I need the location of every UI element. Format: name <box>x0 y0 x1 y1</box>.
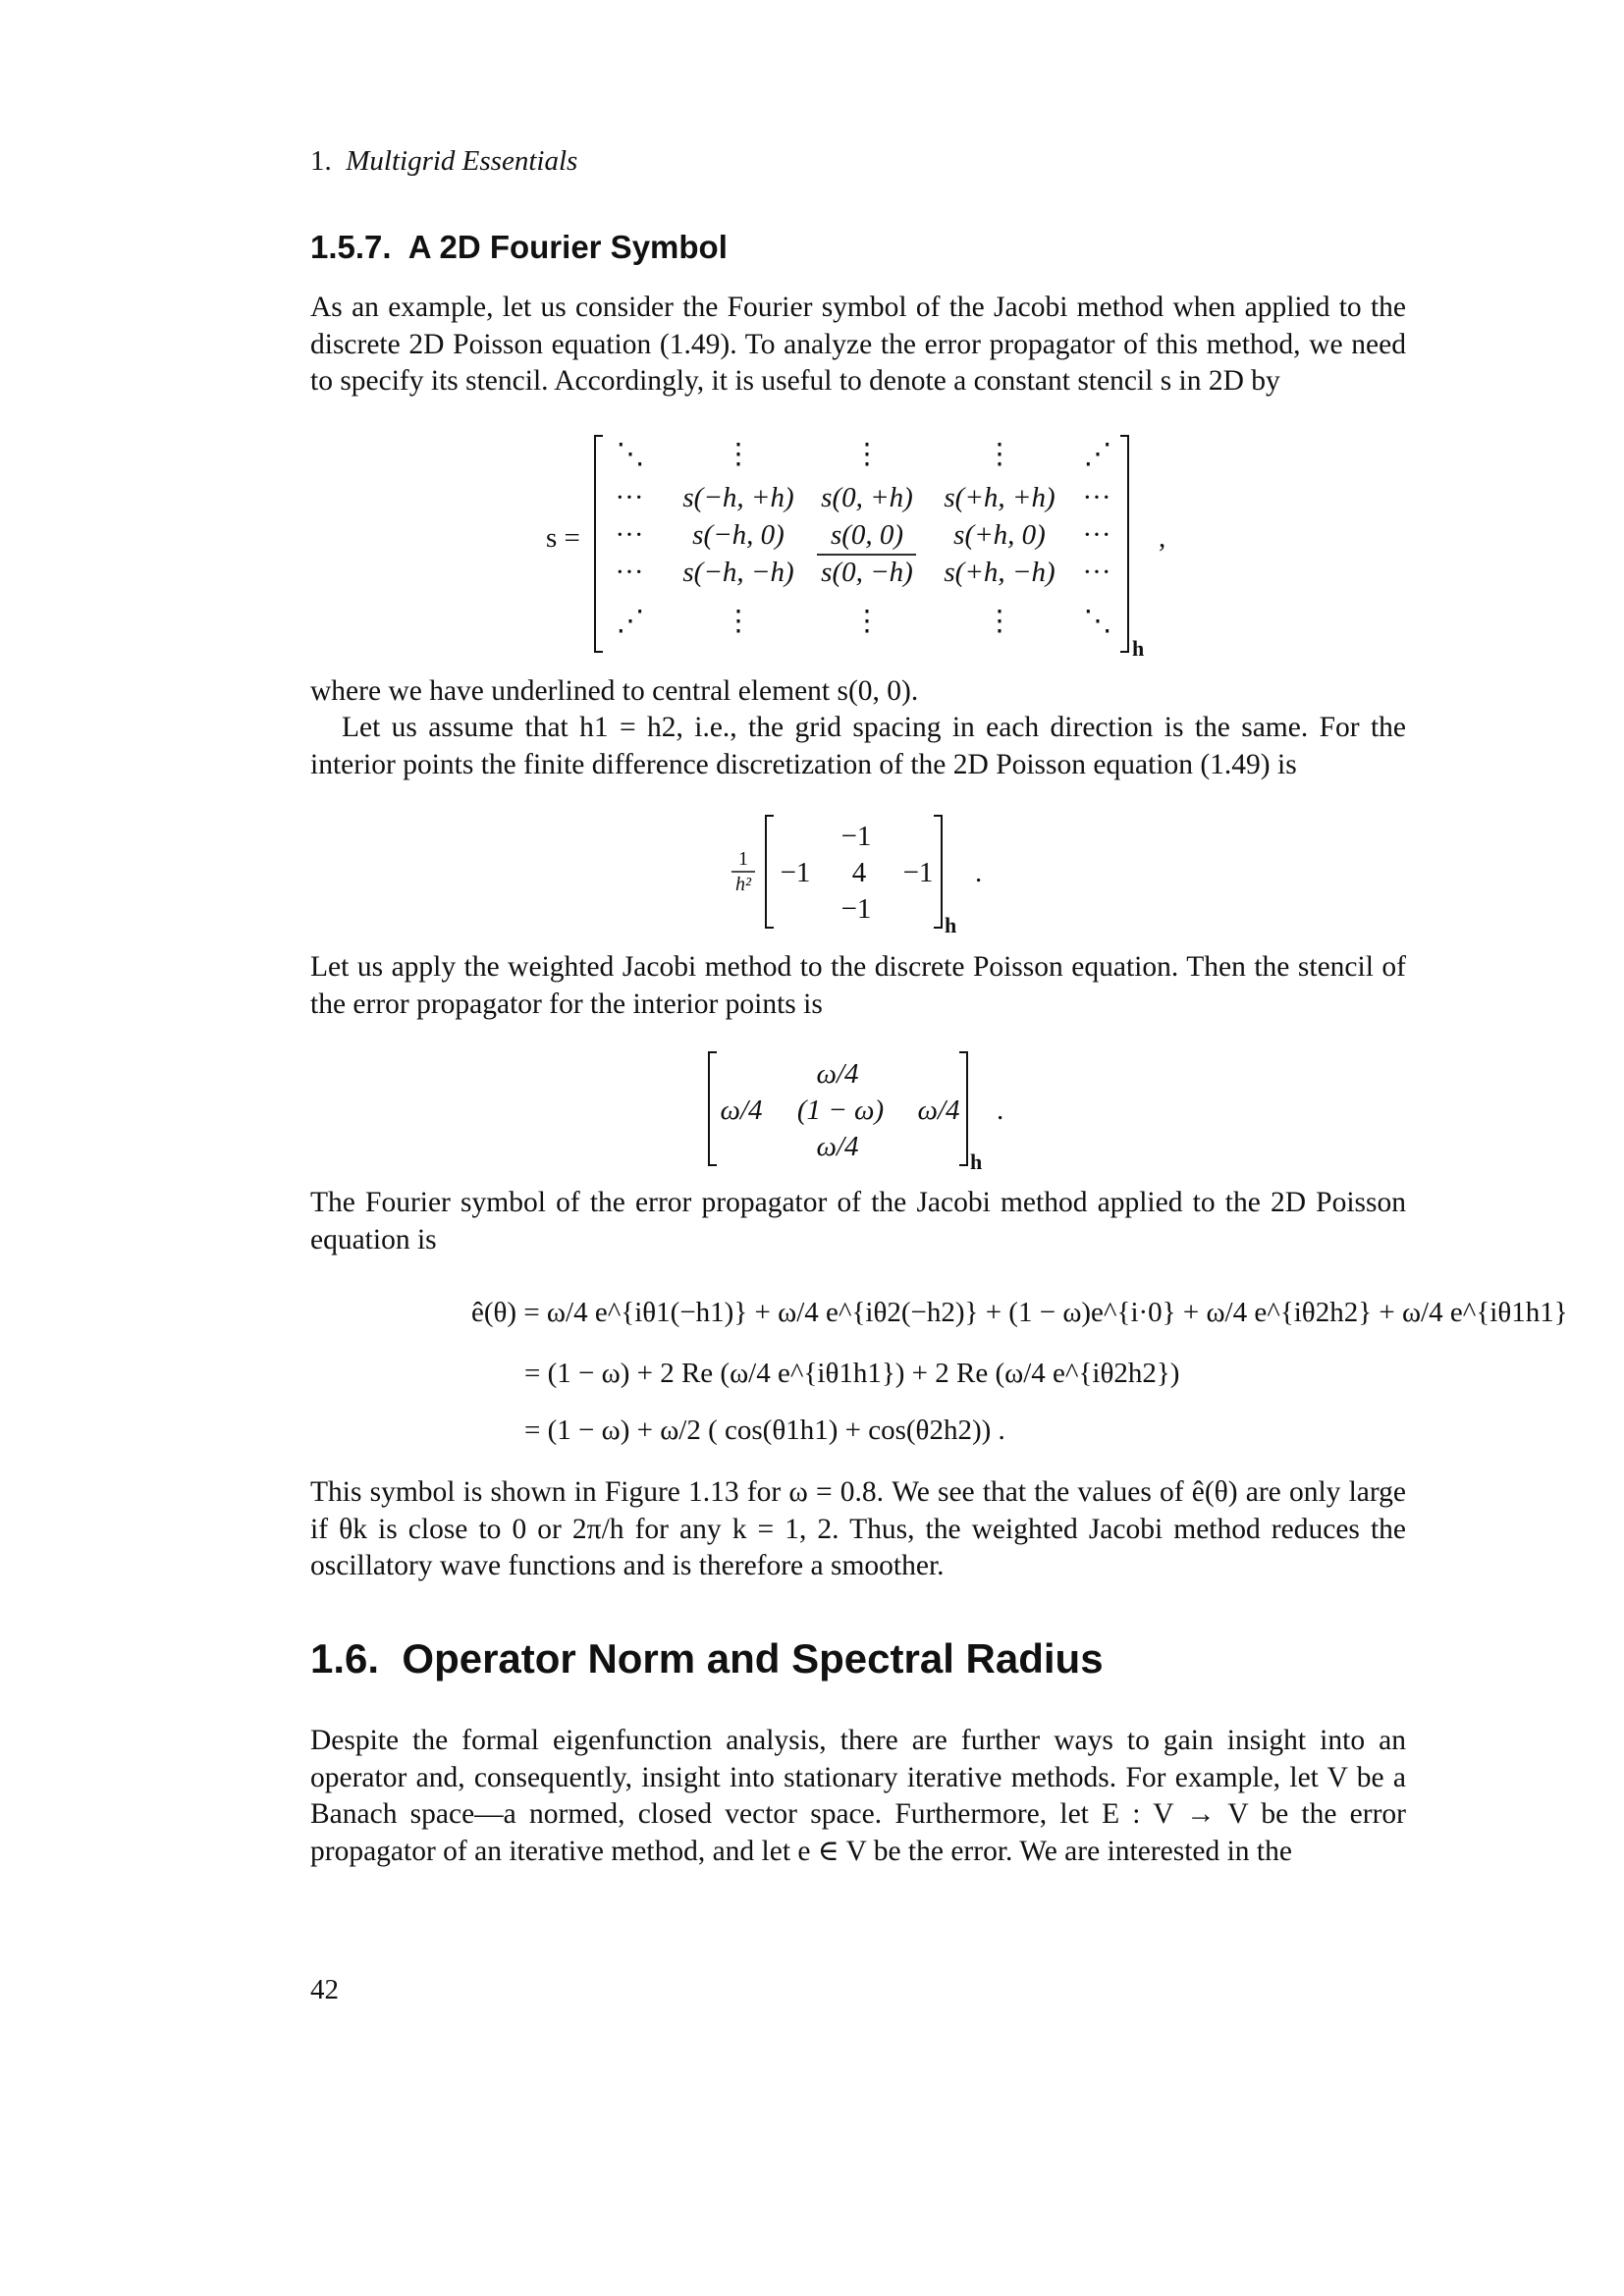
stencil-subscript: h <box>1132 636 1145 661</box>
running-head <box>310 145 577 178</box>
paragraph-fourier-symbol: The Fourier symbol of the error propagator of the Jacobi method applied to the 2D Poisson equation is <box>310 1187 1406 1255</box>
left-bracket <box>766 816 774 928</box>
paragraph-weighted-jacobi: Let us apply the weighted Jacobi method to the discrete Poisson equation. Then the stencil of the error propagator for the interior points is <box>310 951 1406 1020</box>
cell-r2-c4: ··· <box>1082 519 1111 551</box>
cell-r0-c4: ⋰ <box>1083 439 1112 470</box>
cell-r2-c3: s(+h, 0) <box>953 519 1046 551</box>
stencil-center: (1 − ω) <box>796 1095 885 1126</box>
stencil-trail: . <box>975 857 983 888</box>
cell-r2-c2: s(0, 0) <box>830 519 904 551</box>
cell-r3-c2: s(0, −h) <box>821 557 913 588</box>
cell-r1-c4: ··· <box>1082 482 1111 513</box>
cell-r4-c3: ⋮ <box>985 606 1014 637</box>
stencil-right: −1 <box>902 857 934 888</box>
right-bracket <box>934 816 942 928</box>
cell-r0-c2: ⋮ <box>852 439 882 470</box>
stencil-subscript: h <box>970 1149 983 1174</box>
symbol-line-2: = (1 − ω) + 2 Re (ω/4 e^{iθ1h1}) + 2 Re (ω/4 e^{iθ2h2}) <box>524 1358 1180 1389</box>
cell-r1-c0: ··· <box>615 482 644 513</box>
cell-r3-c0: ··· <box>615 557 644 588</box>
symbol-line-1: ê(θ) = ω/4 e^{iθ1(−h1)} + ω/4 e^{iθ2(−h2)} + (1 − ω)e^{i·0} + ω/4 e^{iθ2h2} + ω/4 e^{iθ1h1} <box>471 1297 1568 1328</box>
subsection-heading <box>310 229 728 266</box>
left-bracket <box>595 436 603 652</box>
stencil-bottom: −1 <box>840 893 872 925</box>
poisson-stencil <box>0 807 1624 944</box>
stencil-lhs: s = <box>546 522 580 554</box>
section-number: 1.6. <box>310 1635 380 1682</box>
stencil-bottom: ω/4 <box>816 1131 859 1162</box>
jacobi-stencil <box>0 1043 1624 1181</box>
right-bracket <box>1120 436 1128 652</box>
subsection-title: A 2D Fourier Symbol <box>407 229 728 265</box>
paragraph-grid-spacing: Let us assume that h1 = h2, i.e., the grid spacing in each direction is the same. For the interior points the finite difference discretization of the 2D Poisson equation (1.49) is <box>310 712 1406 780</box>
cell-r4-c0: ⋰ <box>616 606 645 637</box>
running-head-title: Multigrid Essentials <box>346 145 578 177</box>
cell-r4-c1: ⋮ <box>724 606 753 637</box>
section-heading <box>310 1635 1104 1682</box>
cell-r2-c0: ··· <box>615 519 644 551</box>
stencil-subscript: h <box>945 913 957 937</box>
right-bracket <box>959 1052 967 1165</box>
subsection-number: 1.5.7. <box>310 229 392 265</box>
cell-r3-c3: s(+h, −h) <box>944 557 1056 588</box>
stencil-matrix <box>0 424 1624 669</box>
left-bracket <box>709 1052 717 1165</box>
paragraph-smoother-conclusion: This symbol is shown in Figure 1.13 for ω = 0.8. We see that the values of ê(θ) are only large if θk is close to 0 or 2π/h for any k = 1, 2. Thus, the weighted Jacobi method reduces the oscillatory wave functions and is therefore a smoother. <box>310 1476 1406 1581</box>
cell-r4-c2: ⋮ <box>852 606 882 637</box>
fourier-symbol-equation <box>0 1272 1624 1459</box>
stencil-left: ω/4 <box>720 1095 763 1126</box>
stencil-center: 4 <box>851 857 867 888</box>
paragraph-operator-norm: Despite the formal eigenfunction analysis, there are further ways to gain insight into an operator and, consequently, insight into stationary iterative methods. For example, let V be a Banach space—a normed, closed vector space. Furthermore, let E : V → V be the error propagator of an iterative method, and let e ∈ V be the error. We are interested in the <box>310 1725 1406 1867</box>
cell-r3-c4: ··· <box>1082 557 1111 588</box>
cell-r3-c1: s(−h, −h) <box>682 557 794 588</box>
stencil-top: ω/4 <box>816 1058 859 1090</box>
stencil-right: ω/4 <box>917 1095 960 1126</box>
paragraph-intro: As an example, let us consider the Fourier symbol of the Jacobi method when applied to the discrete 2D Poisson equation (1.49). To analyze the error propagator of this method, we need to specify its stencil. Accordingly, it is useful to denote a constant stencil s in 2D by <box>310 292 1406 397</box>
running-head-chapter: 1. <box>310 145 332 177</box>
stencil-top: −1 <box>840 821 872 852</box>
symbol-line-3: = (1 − ω) + ω/2 ( cos(θ1h1) + cos(θ2h2)) . <box>524 1415 1005 1446</box>
cell-r1-c3: s(+h, +h) <box>944 482 1056 513</box>
coef-numerator: 1 <box>738 848 748 870</box>
cell-r1-c1: s(−h, +h) <box>682 482 794 513</box>
section-title: Operator Norm and Spectral Radius <box>402 1635 1104 1682</box>
cell-r0-c3: ⋮ <box>985 439 1014 470</box>
coef-denominator: h² <box>735 874 751 895</box>
stencil-left: −1 <box>780 857 811 888</box>
paragraph-underline-note: where we have underlined to central element s(0, 0). <box>310 675 919 707</box>
cell-r2-c1: s(−h, 0) <box>692 519 785 551</box>
cell-r1-c2: s(0, +h) <box>821 482 913 513</box>
page-number: 42 <box>310 1974 339 2005</box>
cell-r0-c1: ⋮ <box>724 439 753 470</box>
stencil-trail: , <box>1159 522 1166 554</box>
cell-r4-c4: ⋱ <box>1083 606 1112 637</box>
cell-r0-c0: ⋱ <box>616 439 645 470</box>
stencil-trail: . <box>997 1095 1004 1126</box>
